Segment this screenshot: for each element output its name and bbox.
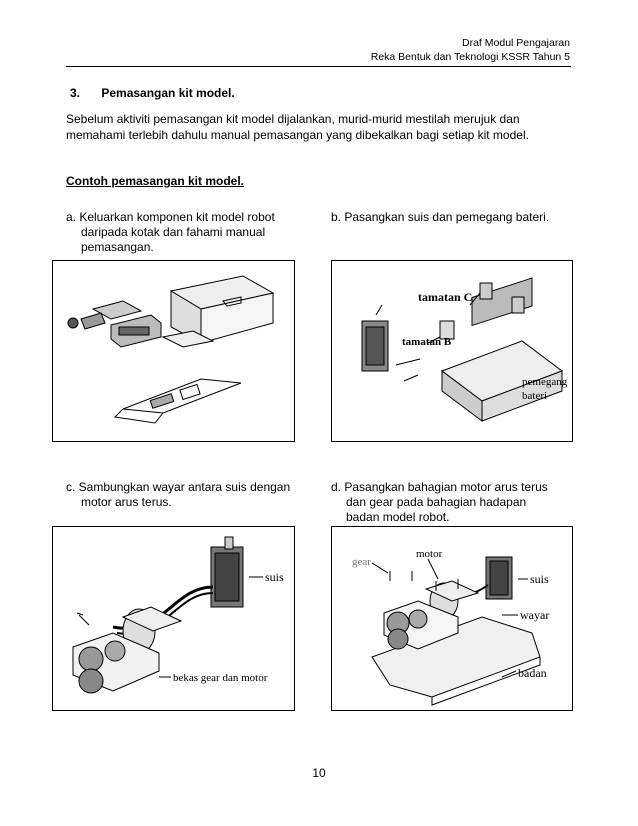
label-suis-d: suis — [530, 572, 549, 586]
step-b-text — [331, 210, 591, 225]
label-motor: motor — [416, 548, 443, 560]
step-d-line: d. Pasangkan bahagian motor arus terus — [331, 480, 548, 494]
step-d-line: dan gear pada bahagian hadapan — [346, 495, 527, 509]
label-suis: suis — [265, 570, 284, 584]
figure-d-illustration — [332, 527, 572, 710]
label-badan: badan — [518, 666, 547, 680]
step-c-line: motor arus terus. — [81, 495, 172, 509]
label-gear: gear — [352, 556, 371, 568]
section-title: Pemasangan kit model. — [101, 86, 235, 100]
step-d-line: badan model robot. — [346, 510, 450, 524]
figure-c-illustration — [53, 527, 294, 710]
section-heading — [66, 86, 235, 100]
intro-paragraph: Sebelum aktiviti pemasangan kit model dijalankan, murid-murid mestilah merujuk dan memahami terlebih dahulu manual pemasangan yang dibekalkan bagi setiap kit model. — [66, 112, 529, 142]
figure-b-switch-battery — [331, 260, 573, 442]
step-b-line: b. Pasangkan suis dan pemegang bateri. — [331, 210, 550, 224]
example-heading: Contoh pemasangan kit model. — [66, 174, 245, 188]
section-number: 3. — [70, 86, 81, 100]
label-tamatan-c: tamatan C — [418, 290, 473, 304]
figure-d-motor-gear-body — [331, 526, 573, 711]
step-c-line: c. Sambungkan wayar antara suis dengan — [66, 480, 291, 494]
label-wayar: wayar — [520, 608, 550, 622]
header-title: Draf Modul Pengajaran — [462, 37, 570, 49]
label-bateri: bateri — [522, 390, 548, 402]
step-a-line: a. Keluarkan komponen kit model robot — [66, 210, 275, 224]
step-d-text — [331, 480, 591, 525]
step-a-line: daripada kotak dan fahami manual — [81, 225, 266, 239]
figure-b-illustration — [332, 261, 572, 441]
label-pemegang: pemegang — [522, 376, 568, 388]
label-bekas-gear-motor: bekas gear dan motor — [173, 672, 268, 684]
step-a-line: pemasangan. — [81, 240, 154, 254]
step-c-text — [66, 480, 306, 510]
header-subtitle: Reka Bentuk dan Teknologi KSSR Tahun 5 — [370, 51, 570, 63]
figure-a-illustration — [53, 261, 294, 441]
header-divider — [66, 66, 571, 67]
page-number: 10 — [312, 766, 326, 780]
step-a-text — [66, 210, 306, 255]
figure-a-kit-components — [52, 260, 295, 442]
label-tamatan-b: tamatan B — [402, 336, 452, 348]
figure-c-wire-switch-motor — [52, 526, 295, 711]
